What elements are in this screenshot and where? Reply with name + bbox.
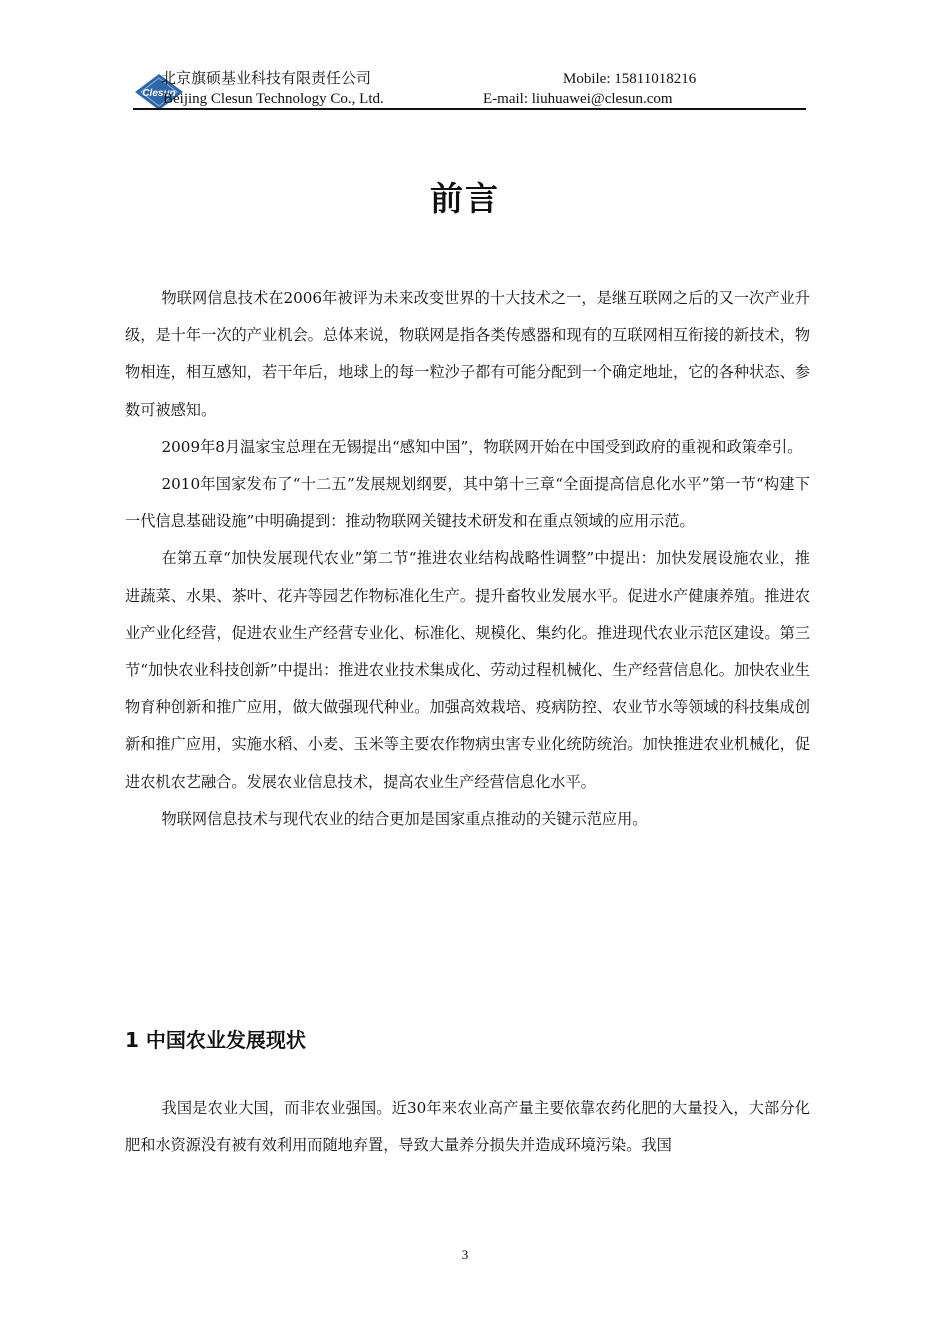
section-heading: 1 中国农业发展现状 bbox=[125, 1027, 306, 1052]
preface-paragraph: 2009年8月温家宝总理在无锡提出“感知中国”，物联网开始在中国受到政府的重视和政策牵引。 bbox=[161, 437, 803, 456]
page-header bbox=[133, 68, 806, 110]
preface-paragraph: 2010年国家发布了“十二五”发展规划纲要，其中第十三章“全面提高信息化水平”第一节“构建下一代信息基础设施”中明确提到：推动物联网关键技术研发和在重点领域的应用示范。 bbox=[125, 475, 810, 531]
preface-paragraph: 物联网信息技术在2006年被评为未来改变世界的十大技术之一，是继互联网之后的又一次产业升级，是十年一次的产业机会。总体来说，物联网是指各类传感器和现有的互联网相互衔接的新技术，物物相连，相互感知，若干年后，地球上的每一粒沙子都有可能分配到一个确定地址，它的各种状态、参数可被感知。 bbox=[125, 289, 810, 419]
header-company-cn: 北京旗硕基业科技有限责任公司 bbox=[161, 71, 372, 87]
preface-paragraph: 物联网信息技术与现代农业的结合更加是国家重点推动的关键示范应用。 bbox=[161, 809, 648, 828]
header-divider bbox=[133, 108, 806, 110]
page-title: 前言 bbox=[430, 179, 500, 219]
section-paragraph: 我国是农业大国，而非农业强国。近30年来农业高产量主要依靠农药化肥的大量投入，大部分化肥和水资源没有被有效利用而随地弃置，导致大量养分损失并造成环境污染。我国 bbox=[125, 1099, 810, 1155]
logo-text: Clesun bbox=[142, 88, 176, 99]
header-company-en: Beijing Clesun Technology Co., Ltd. bbox=[163, 91, 384, 107]
header-email: E-mail: liuhuawei@clesun.com bbox=[483, 91, 673, 107]
section-body bbox=[125, 1090, 810, 1164]
page-number: 3 bbox=[461, 1247, 469, 1262]
preface-body bbox=[125, 280, 810, 838]
preface-paragraph: 在第五章“加快发展现代农业”第二节“推进农业结构战略性调整”中提出：加快发展设施农业，推进蔬菜、水果、茶叶、花卉等园艺作物标准化生产。提升畜牧业发展水平。促进水产健康养殖。推进农业产业化经营，促进农业生产经营专业化、标准化、规模化、集约化。推进现代农业示范区建设。第三节“加快农业科技创新”中提出：推进农业技术集成化、劳动过程机械化、生产经营信息化。加快农业生物育种创新和推广应用，做大做强现代种业。加强高效栽培、疫病防控、农业节水等领域的科技集成创新和推广应用，实施水稻、小麦、玉米等主要农作物病虫害专业化统防统治。加快推进农业机械化，促进农机农艺融合。发展农业信息技术，提高农业生产经营信息化水平。 bbox=[125, 549, 810, 791]
header-mobile: Mobile: 15811018216 bbox=[563, 71, 697, 87]
